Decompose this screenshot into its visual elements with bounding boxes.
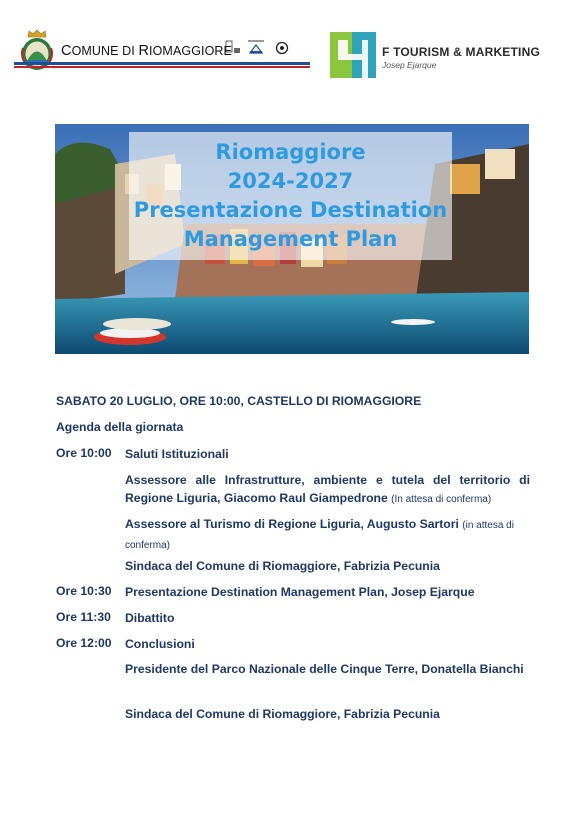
slot-title: Saluti Istituzionali [125,447,229,461]
town-initial: R [138,43,150,59]
slot-title: Conclusioni [125,637,195,651]
speaker-item [125,557,530,575]
slot-time: Ore 11:30 [56,610,111,624]
slot-title: Dibattito [125,611,175,625]
comune-name [61,43,232,59]
agenda-heading: Agenda della giornata [56,420,184,434]
speaker-name: Assessore alle Infrastrutture, ambiente e tutela del territorio di Regione Liguria, Giacomo Raul Giampedrone [125,473,530,505]
speaker-name: Assessore al Turismo di Regione Liguria, Augusto Sartori [125,517,459,531]
speaker-name: Sindaca del Comune di Riomaggiore, Fabrizia Pecunia [125,707,440,721]
f-tourism-logo-icon [330,32,376,78]
speaker-item [125,660,530,678]
brand-subtitle: Josep Ejarque [382,60,437,70]
speaker-item [125,515,530,555]
slot-title: Presentazione Destination Management Plan, Josep Ejarque [125,585,475,599]
slot-time: Ore 10:00 [56,446,112,460]
hero-title-line-4: Management Plan [183,227,398,251]
slot-time: Ore 10:30 [56,584,112,598]
speaker-item [125,471,530,509]
event-line: SABATO 20 LUGLIO, ORE 10:00, CASTELLO DI RIOMAGGIORE [56,394,422,408]
partner-logos [224,38,304,58]
town-word: IOMAGGIORE [149,44,232,58]
speaker-name: Presidente del Parco Nazionale delle Cinque Terre, Donatella Bianchi [125,662,524,676]
header-blue-rule [14,62,310,65]
hero-title-box [129,132,452,260]
hero-photo [55,124,529,354]
header-red-rule [14,66,310,68]
comune-initial: C [61,43,72,59]
speaker-note: (In attesa di conferma) [391,494,492,505]
speaker-item [125,705,530,723]
hero-title-line-1: Riomaggiore [215,140,366,164]
brand-header [330,32,550,80]
hero-title-line-3: Presentazione Destination [133,198,448,222]
brand-title: F TOURISM & MARKETING [382,45,540,59]
comune-word: OMUNE DI [71,44,139,58]
hero-title-line-2: 2024-2027 [227,169,354,193]
slot-time: Ore 12:00 [56,636,112,650]
speaker-note: (in attesa di conferma) [125,520,514,551]
comune-header [14,28,310,72]
speaker-name: Sindaca del Comune di Riomaggiore, Fabrizia Pecunia [125,559,440,573]
